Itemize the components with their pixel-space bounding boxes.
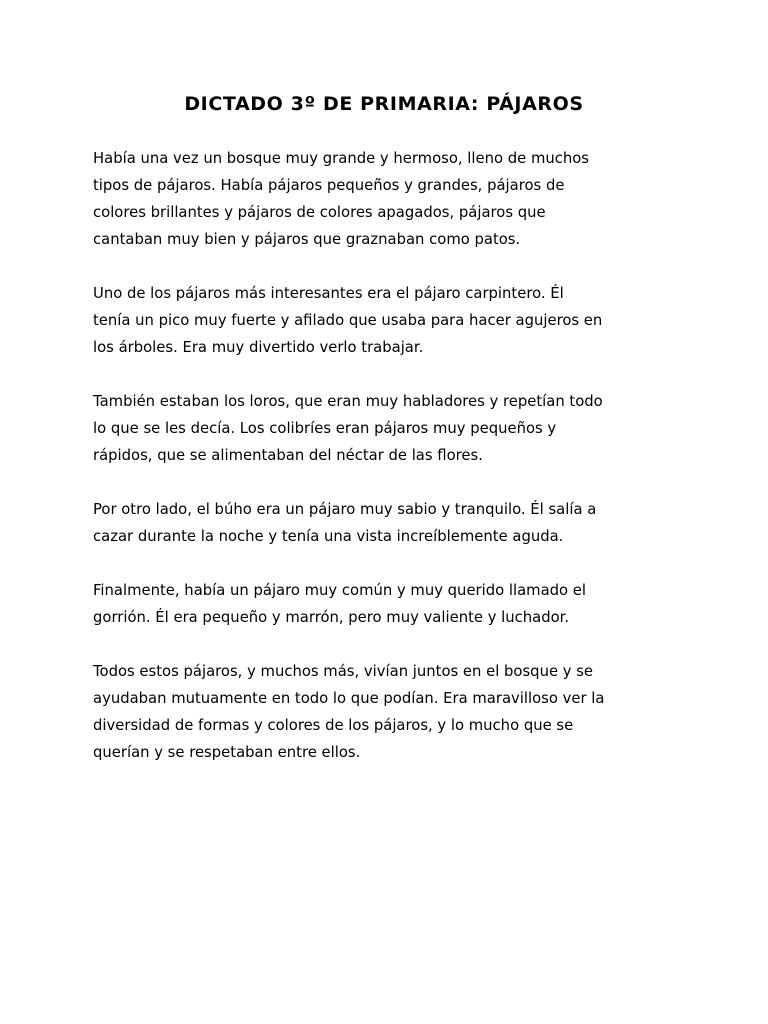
text-line: Por otro lado, el búho era un pájaro muy sabio y tranquilo. Él salía a xyxy=(93,501,597,518)
text-line: cazar durante la noche y tenía una vista increíblemente aguda. xyxy=(93,528,564,545)
text-line: rápidos, que se alimentaban del néctar de las flores. xyxy=(93,447,483,464)
document-body xyxy=(93,145,678,793)
text-line: tenía un pico muy fuerte y afilado que usaba para hacer agujeros en xyxy=(93,312,603,329)
paragraph-3 xyxy=(93,388,678,469)
text-line: Todos estos pájaros, y muchos más, vivían juntos en el bosque y se xyxy=(93,663,594,680)
text-line: Finalmente, había un pájaro muy común y muy querido llamado el xyxy=(93,582,587,599)
text-line: lo que se les decía. Los colibríes eran pájaros muy pequeños y xyxy=(93,420,557,437)
text-line: Había una vez un bosque muy grande y hermoso, lleno de muchos xyxy=(93,150,590,167)
text-line: ayudaban mutuamente en todo lo que podían. Era maravilloso ver la xyxy=(93,690,605,707)
paragraph-5 xyxy=(93,577,678,631)
text-line: querían y se respetaban entre ellos. xyxy=(93,744,361,761)
document-title: DICTADO 3º DE PRIMARIA: PÁJAROS xyxy=(184,93,584,115)
text-line: También estaban los loros, que eran muy habladores y repetían todo xyxy=(93,393,603,410)
text-line: los árboles. Era muy divertido verlo trabajar. xyxy=(93,339,424,356)
text-line: cantaban muy bien y pájaros que graznaban como patos. xyxy=(93,231,521,248)
paragraph-1 xyxy=(93,145,678,253)
text-line: colores brillantes y pájaros de colores apagados, pájaros que xyxy=(93,204,546,221)
text-line: diversidad de formas y colores de los pájaros, y lo mucho que se xyxy=(93,717,574,734)
text-line: Uno de los pájaros más interesantes era el pájaro carpintero. Él xyxy=(93,285,564,302)
paragraph-4 xyxy=(93,496,678,550)
text-line: gorrión. Él era pequeño y marrón, pero muy valiente y luchador. xyxy=(93,609,570,626)
paragraph-2 xyxy=(93,280,678,361)
text-line: tipos de pájaros. Había pájaros pequeños y grandes, pájaros de xyxy=(93,177,565,194)
paragraph-6 xyxy=(93,658,678,766)
